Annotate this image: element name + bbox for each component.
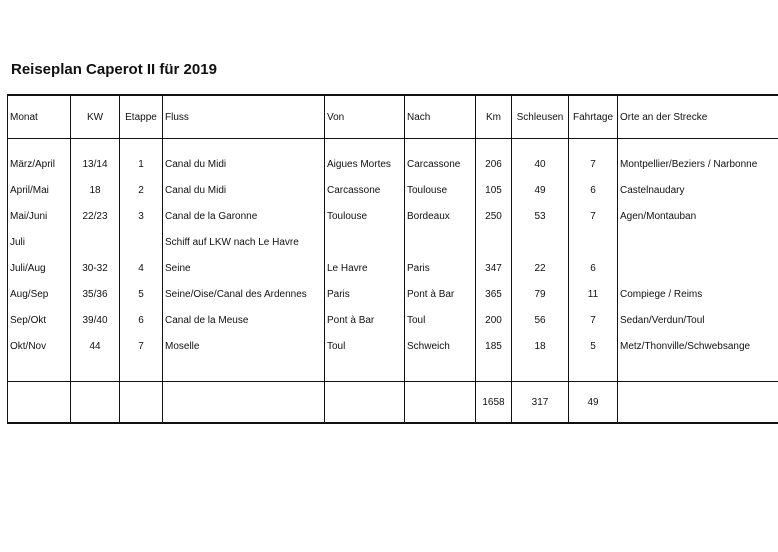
cell-km: 365 <box>476 281 512 307</box>
cell-fahrtage: 11 <box>569 281 618 307</box>
cell-monat: Aug/Sep <box>8 281 71 307</box>
cell-etappe: 6 <box>120 307 163 333</box>
cell-orte: Metz/Thonville/Schwebsange <box>618 333 778 359</box>
cell-von: Le Havre <box>325 255 405 281</box>
cell-von: Pont à Bar <box>325 307 405 333</box>
table-row <box>8 281 778 307</box>
table-row <box>8 255 778 281</box>
cell-fluss: Canal du Midi <box>163 139 325 178</box>
cell-nach: Toul <box>405 307 476 333</box>
cell-schleusen: 22 <box>512 255 569 281</box>
cell-von: Paris <box>325 281 405 307</box>
table-row <box>8 177 778 203</box>
cell-von: Toul <box>325 333 405 359</box>
cell-fahrtage: 5 <box>569 333 618 359</box>
header-nach: Nach <box>405 95 476 139</box>
cell-km <box>476 229 512 255</box>
total-fahrtage: 49 <box>569 382 618 424</box>
cell-etappe: 3 <box>120 203 163 229</box>
cell-fluss: Canal du Midi <box>163 177 325 203</box>
cell-km: 347 <box>476 255 512 281</box>
cell-km: 206 <box>476 139 512 178</box>
cell-nach: Schweich <box>405 333 476 359</box>
cell-monat: März/April <box>8 139 71 178</box>
header-kw: KW <box>71 95 120 139</box>
cell-orte <box>618 255 778 281</box>
cell-orte: Agen/Montauban <box>618 203 778 229</box>
cell-schleusen: 53 <box>512 203 569 229</box>
cell-etappe: 7 <box>120 333 163 359</box>
cell-fluss: Moselle <box>163 333 325 359</box>
header-orte: Orte an der Strecke <box>618 95 778 139</box>
cell-fluss: Seine/Oise/Canal des Ardennes <box>163 281 325 307</box>
cell-schleusen: 40 <box>512 139 569 178</box>
cell-kw: 18 <box>71 177 120 203</box>
header-etappe: Etappe <box>120 95 163 139</box>
cell-fluss: Seine <box>163 255 325 281</box>
cell-etappe: 1 <box>120 139 163 178</box>
cell-von: Toulouse <box>325 203 405 229</box>
cell-monat: Okt/Nov <box>8 333 71 359</box>
cell-fluss: Schiff auf LKW nach Le Havre <box>163 229 325 255</box>
cell-monat: Juli <box>8 229 71 255</box>
cell-nach: Pont à Bar <box>405 281 476 307</box>
cell-monat: Juli/Aug <box>8 255 71 281</box>
cell-schleusen: 56 <box>512 307 569 333</box>
header-fluss: Fluss <box>163 95 325 139</box>
cell-kw: 13/14 <box>71 139 120 178</box>
header-von: Von <box>325 95 405 139</box>
header-km: Km <box>476 95 512 139</box>
total-km: 1658 <box>476 382 512 424</box>
cell-kw: 44 <box>71 333 120 359</box>
cell-nach: Carcassone <box>405 139 476 178</box>
cell-km: 250 <box>476 203 512 229</box>
cell-orte: Castelnaudary <box>618 177 778 203</box>
cell-fahrtage <box>569 229 618 255</box>
cell-etappe <box>120 229 163 255</box>
cell-fahrtage: 6 <box>569 255 618 281</box>
cell-fahrtage: 6 <box>569 177 618 203</box>
cell-etappe: 4 <box>120 255 163 281</box>
cell-monat: April/Mai <box>8 177 71 203</box>
cell-monat: Mai/Juni <box>8 203 71 229</box>
cell-kw: 35/36 <box>71 281 120 307</box>
cell-nach <box>405 229 476 255</box>
cell-kw: 30-32 <box>71 255 120 281</box>
cell-fluss: Canal de la Garonne <box>163 203 325 229</box>
cell-orte <box>618 229 778 255</box>
total-schleusen: 317 <box>512 382 569 424</box>
cell-km: 105 <box>476 177 512 203</box>
cell-monat: Sep/Okt <box>8 307 71 333</box>
table-row <box>8 203 778 229</box>
totals-row <box>8 382 778 424</box>
header-schleusen: Schleusen <box>512 95 569 139</box>
travel-plan-table <box>7 94 778 424</box>
table-row <box>8 307 778 333</box>
cell-orte: Sedan/Verdun/Toul <box>618 307 778 333</box>
cell-fahrtage: 7 <box>569 139 618 178</box>
table-row <box>8 333 778 359</box>
cell-kw: 22/23 <box>71 203 120 229</box>
cell-fluss: Canal de la Meuse <box>163 307 325 333</box>
page-title: Reiseplan Caperot II für 2019 <box>11 61 217 78</box>
cell-km: 200 <box>476 307 512 333</box>
header-row <box>8 95 778 139</box>
cell-von: Carcassone <box>325 177 405 203</box>
cell-fahrtage: 7 <box>569 307 618 333</box>
cell-nach: Toulouse <box>405 177 476 203</box>
cell-etappe: 5 <box>120 281 163 307</box>
cell-kw <box>71 229 120 255</box>
cell-schleusen: 79 <box>512 281 569 307</box>
cell-schleusen: 18 <box>512 333 569 359</box>
table-row <box>8 139 778 178</box>
cell-fahrtage: 7 <box>569 203 618 229</box>
spacer-row <box>8 359 778 382</box>
cell-schleusen: 49 <box>512 177 569 203</box>
cell-nach: Bordeaux <box>405 203 476 229</box>
cell-etappe: 2 <box>120 177 163 203</box>
table-row <box>8 229 778 255</box>
cell-von <box>325 229 405 255</box>
cell-nach: Paris <box>405 255 476 281</box>
cell-von: Aigues Mortes <box>325 139 405 178</box>
cell-orte: Compiege / Reims <box>618 281 778 307</box>
cell-km: 185 <box>476 333 512 359</box>
cell-orte: Montpellier/Beziers / Narbonne <box>618 139 778 178</box>
header-fahrtage: Fahrtage <box>569 95 618 139</box>
table-body <box>8 139 778 382</box>
header-monat: Monat <box>8 95 71 139</box>
cell-kw: 39/40 <box>71 307 120 333</box>
cell-schleusen <box>512 229 569 255</box>
